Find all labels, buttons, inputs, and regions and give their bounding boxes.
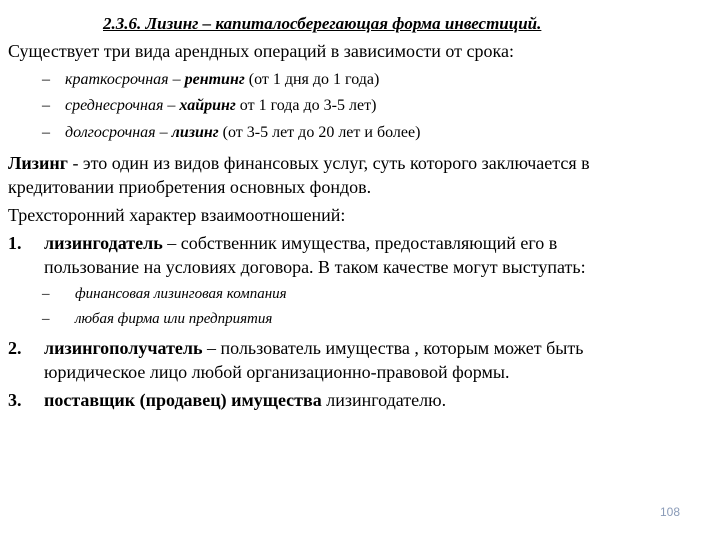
dash-bullet: –	[42, 97, 50, 114]
term-name: лизинг	[171, 124, 219, 141]
intro-text: Существует три вида арендных операций в зависимости от срока:	[8, 41, 514, 61]
term-rest: (от 3-5 лет до 20 лет и более)	[218, 124, 421, 141]
term-rest: от 1 года до 3-5 лет)	[235, 97, 377, 114]
definition-term: Лизинг	[8, 153, 68, 173]
term-prefix: краткосрочная –	[65, 71, 185, 88]
term-prefix: среднесрочная –	[65, 97, 180, 114]
party-number: 3.	[8, 390, 22, 410]
term-prefix: долгосрочная –	[65, 124, 172, 141]
party-term: лизингополучатель	[44, 338, 203, 358]
dash-bullet: –	[42, 286, 50, 302]
party-1-line-1: лизингодатель – собственник имущества, предоставляющий его в	[44, 233, 558, 253]
page-number: 108	[659, 505, 680, 519]
dash-bullet: –	[42, 71, 50, 88]
dash-bullet: –	[42, 311, 50, 327]
party-3-line-1: поставщик (продавец) имущества лизингодателю.	[44, 390, 447, 410]
party-term: поставщик (продавец) имущества	[44, 390, 322, 410]
party-number: 2.	[8, 338, 22, 358]
slide-title: 2.3.6. Лизинг – капиталосберегающая форма инвестиций.	[103, 14, 542, 33]
parties-intro: Трехсторонний характер взаимоотношений:	[8, 205, 346, 225]
term-name: рентинг	[184, 71, 245, 88]
term-rest: (от 1 дня до 1 года)	[244, 71, 380, 88]
party-2-line-2: юридическое лицо любой организационно-правовой формы.	[44, 362, 510, 382]
party-term: лизингодатель	[44, 233, 163, 253]
slide: 2.3.6. Лизинг – капиталосберегающая форма инвестиций. Существует три вида арендных операций в зависимости от срока: – краткосрочная – рентинг (от 1 дня до 1 года) – среднесрочная – хайринг от 1 года до 3-5 лет) – долгосрочная – лизинг (от 3-5 лет до 20 лет и более) Лизинг - это один из видов финансовых услуг, суть которого заключается в кредитовании приобретения основных фондов. Трехсторонний характер взаимоотношений: 1. лизингодатель – собственник имущества, предоставляющий его в пользование на условиях договора. В таком качестве могут выступать: – финансовая лизинговая компания – любая фирма или предприятия 2. лизингополучатель – пользователь имущества , которым может быть юридическое лицо любой организационно-правовой формы. 3. поставщик (продавец) имущества лизингодателю. 108	[8, 14, 680, 519]
party-number: 1.	[8, 233, 22, 253]
dash-bullet: –	[42, 124, 50, 141]
definition-line-1: Лизинг - это один из видов финансовых услуг, суть которого заключается в	[8, 153, 590, 173]
party-2-line-1: лизингополучатель – пользователь имущества , которым может быть	[44, 338, 584, 358]
definition-line-2: кредитовании приобретения основных фондов.	[8, 177, 372, 197]
party-1-line-2: пользование на условиях договора. В таком качестве могут выступать:	[44, 257, 586, 277]
term-name: хайринг	[179, 97, 236, 114]
